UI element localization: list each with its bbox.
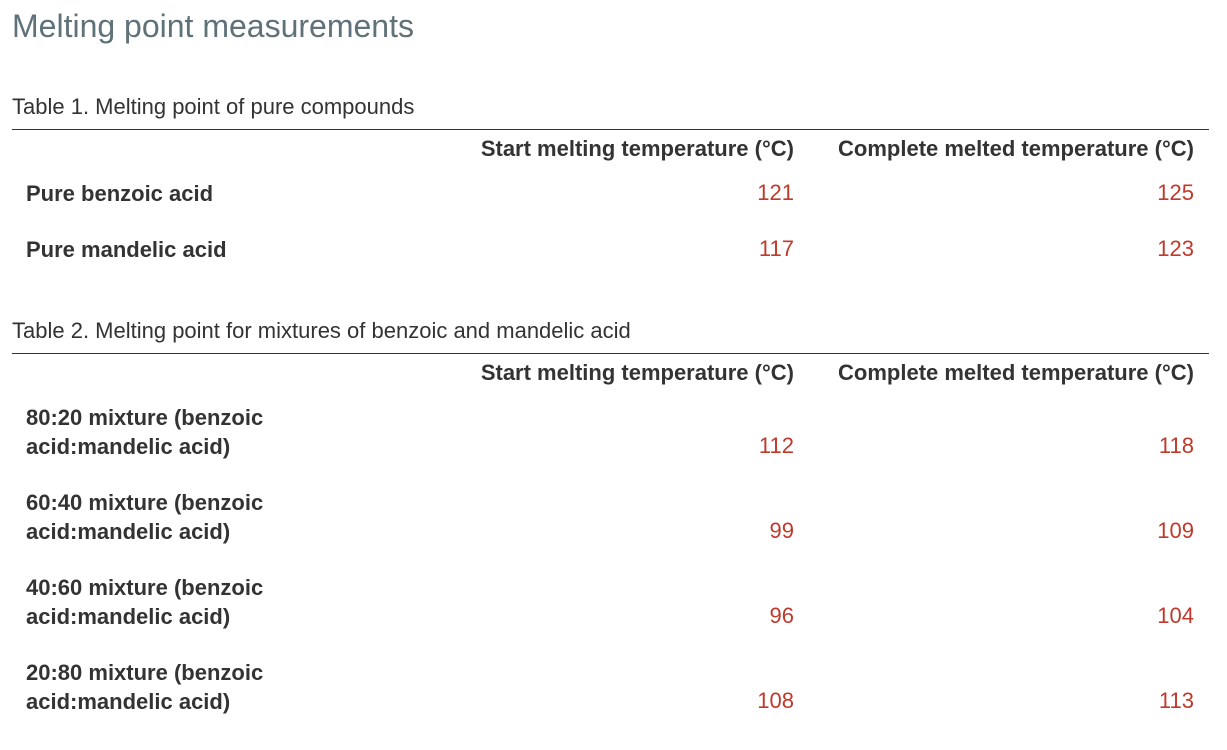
table-2-rule (12, 353, 1209, 354)
table-1-rule (12, 129, 1209, 130)
start-temp-value: 108 (757, 688, 794, 713)
page-title: Melting point measurements (12, 8, 414, 44)
table-2-caption: Table 2. Melting point for mixtures of benzoic and mandelic acid (12, 318, 631, 343)
complete-temp-value: 113 (1158, 688, 1194, 713)
start-temp-value: 99 (769, 518, 794, 543)
table-2-header-complete: Complete melted temperature (°C) (838, 360, 1194, 385)
complete-temp-value: 118 (1158, 433, 1194, 458)
row-label: 60:40 mixture (benzoic acid:mandelic acid) (26, 490, 264, 544)
table-1-header-start: Start melting temperature (°C) (480, 136, 794, 161)
complete-temp-value: 104 (1157, 603, 1194, 628)
row-label: 80:20 mixture (benzoic acid:mandelic acid) (26, 405, 264, 459)
table-2-header-start: Start melting temperature (°C) (480, 360, 794, 385)
row-label: 20:80 mixture (benzoic acid:mandelic acid) (26, 660, 264, 714)
row-label: 40:60 mixture (benzoic acid:mandelic acid) (26, 575, 264, 629)
start-temp-value: 117 (758, 236, 794, 261)
start-temp-value: 96 (769, 603, 794, 628)
complete-temp-value: 123 (1157, 236, 1194, 261)
complete-temp-value: 109 (1157, 518, 1194, 543)
table-1-caption: Table 1. Melting point of pure compounds (12, 94, 415, 119)
row-label: Pure mandelic acid (26, 237, 227, 262)
row-label: Pure benzoic acid (26, 181, 214, 206)
complete-temp-value: 125 (1157, 180, 1194, 205)
start-temp-value: 121 (757, 180, 794, 205)
table-1-header-complete: Complete melted temperature (°C) (838, 136, 1194, 161)
start-temp-value: 112 (758, 433, 794, 458)
